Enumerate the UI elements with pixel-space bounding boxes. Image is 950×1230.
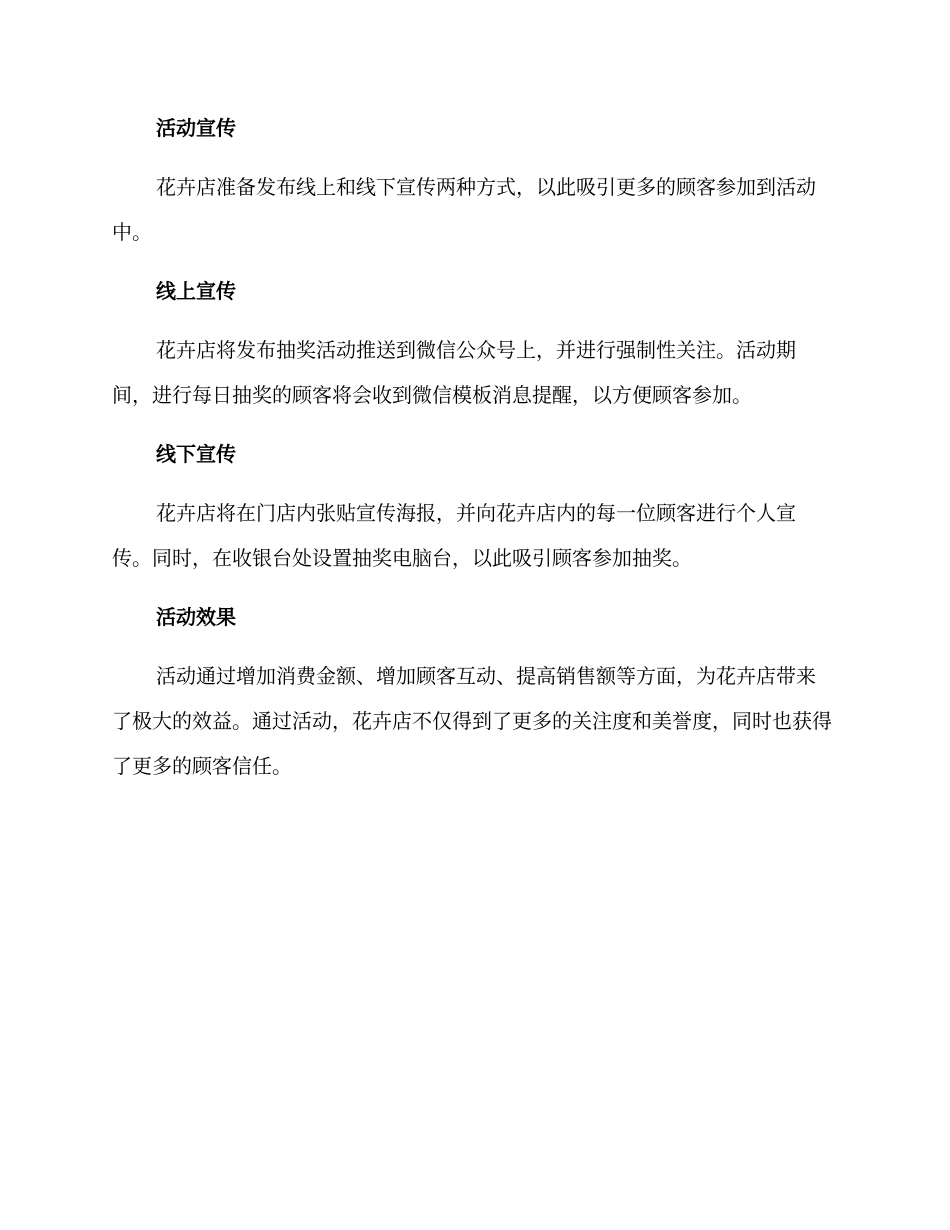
section-heading-online: 线上宣传 — [156, 279, 236, 303]
section-body-offline: 花卉店将在门店内张贴宣传海报，并向花卉店内的每一位顾客进行个人宣传。同时，在收银台处设置抽奖电脑台，以此吸引顾客参加抽奖。 — [112, 501, 796, 570]
section-body-online: 花卉店将发布抽奖活动推送到微信公众号上，并进行强制性关注。活动期间，进行每日抽奖的顾客将会收到微信模板消息提醒，以方便顾客参加。 — [112, 338, 796, 407]
section-heading-promotion: 活动宣传 — [156, 116, 236, 140]
section-heading-offline: 线下宣传 — [156, 442, 236, 466]
section-body-promotion: 花卉店准备发布线上和线下宣传两种方式，以此吸引更多的顾客参加到活动中。 — [112, 175, 816, 244]
document-content — [112, 106, 832, 803]
section-heading-effect: 活动效果 — [156, 605, 236, 629]
section-body-effect: 活动通过增加消费金额、增加顾客互动、提高销售额等方面，为花卉店带来了极大的效益。通过活动，花卉店不仅得到了更多的关注度和美誉度，同时也获得了更多的顾客信任。 — [112, 664, 832, 778]
